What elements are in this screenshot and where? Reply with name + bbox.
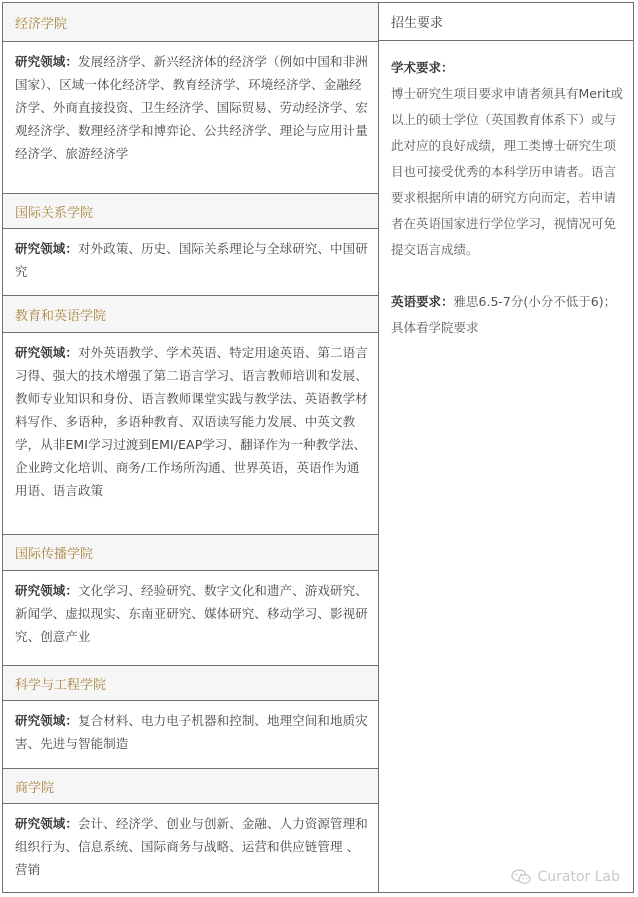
school-fields-business (3, 804, 378, 894)
fields-label: 研究领域： (15, 816, 79, 831)
requirements-title: 招生要求 (391, 16, 444, 31)
school-header-education-english (3, 296, 378, 333)
schools-column (3, 3, 379, 892)
fields-text: 对外英语教学、学术英语、特定用途英语、第二语言习得、强大的技术增强了第二语言学习、语言教师培训和发展、教师专业知识和身份、语言教师课堂实践与教学法、英语教学材料写作、多语种，多语种教育、双语读写能力发展、中英文教学，从非EMI学习过渡到EMI/EAP学习、翻译作为一种教学法、企业跨文化培训、商务/工作场所沟通、世界英语，英语作为通用语、语言政策 (15, 345, 368, 498)
english-requirement-label: 英语要求： (391, 294, 454, 309)
english-requirement-text: 雅思6.5-7分(小分不低于6)；具体看学院要求 (391, 294, 617, 335)
wechat-icon (511, 869, 531, 885)
academic-requirement-label: 学术要求： (391, 60, 454, 75)
fields-label: 研究领域： (15, 345, 79, 360)
requirements-header (379, 3, 633, 41)
school-name: 国际传播学院 (15, 547, 94, 562)
requirements-body (379, 41, 633, 341)
school-header-international-relations (3, 194, 378, 229)
fields-text: 文化学习、经验研究、数字文化和遗产、游戏研究、新闻学、虚拟现实、东南亚研究、媒体研究、移动学习、影视研究、创意产业 (15, 583, 368, 644)
fields-label: 研究领域： (15, 713, 79, 728)
requirements-column (379, 3, 633, 892)
fields-text: 复合材料、电力电子机器和控制、地理空间和地质灾害、先进与智能制造 (15, 713, 368, 751)
watermark (511, 869, 620, 885)
fields-label: 研究领域： (15, 54, 79, 69)
academic-requirement-text: 博士研究生项目要求申请者须具有Merit或以上的硕士学位（英国教育体系下）或与此对应的良好成绩，理工类博士研究生项目也可接受优秀的本科学历申请者。语言要求根据所申请的研究方向而定，若申请者在英语国家进行学位学习，视情况可免提交语言成绩。 (391, 86, 623, 257)
school-name: 教育和英语学院 (15, 308, 107, 324)
fields-text: 对外政策、历史、国际关系理论与全球研究、中国研究 (15, 241, 368, 279)
school-fields-economics (3, 42, 378, 194)
admission-table (2, 2, 634, 893)
school-fields-education-english (3, 333, 378, 535)
school-name: 科学与工程学院 (15, 677, 107, 693)
school-header-communication (3, 535, 378, 571)
fields-text: 发展经济学、新兴经济体的经济学（例如中国和非洲国家）、区域一体化经济学、教育经济学、环境经济学、金融经济学、外商直接投资、卫生经济学、国际贸易、劳动经济学、宏观经济学、数理经济学和博弈论、公共经济学、理论与应用计量经济学、旅游经济学 (15, 54, 368, 161)
english-requirement (391, 289, 623, 341)
fields-text: 会计、经济学、创业与创新、金融、人力资源管理和组织行为、信息系统、国际商务与战略、运营和供应链管理 、营销 (15, 816, 368, 877)
school-name: 经济学院 (15, 16, 68, 32)
school-header-economics (3, 3, 378, 42)
watermark-text: Curator Lab (537, 869, 620, 885)
school-name: 国际关系学院 (15, 205, 94, 221)
school-fields-science-engineering (3, 701, 378, 769)
school-name: 商学院 (15, 780, 55, 796)
fields-label: 研究领域： (15, 241, 79, 256)
school-header-business (3, 769, 378, 804)
academic-requirement-label-line (391, 55, 623, 81)
spacer (391, 263, 623, 289)
school-fields-international-relations (3, 229, 378, 296)
school-fields-communication (3, 571, 378, 666)
fields-label: 研究领域： (15, 583, 79, 598)
school-header-science-engineering (3, 666, 378, 701)
